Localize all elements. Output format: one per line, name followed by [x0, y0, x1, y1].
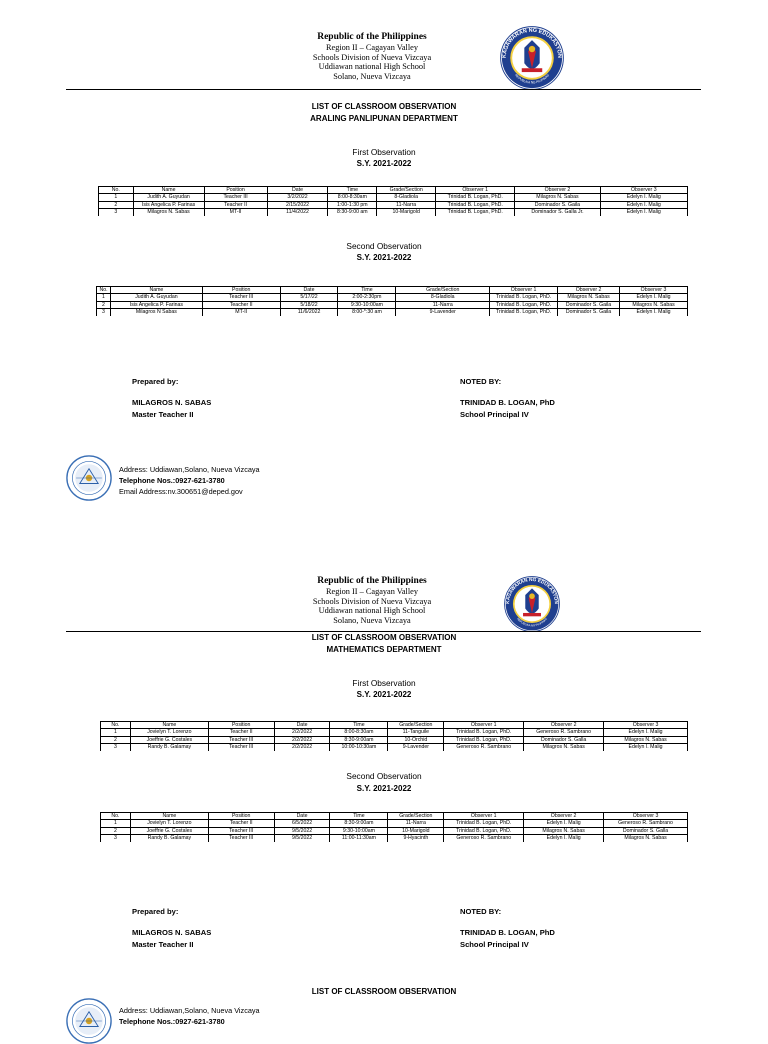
table-cell: Teacher II	[204, 201, 267, 208]
table-cell: 10-Orchid	[388, 736, 444, 743]
table-cell: 3	[101, 835, 131, 842]
footer-telephone: Telephone Nos.:0927-621-3780	[119, 476, 225, 485]
table-cell: 2/2/2022	[274, 729, 330, 736]
observation-table-s2-second	[100, 812, 688, 842]
table-cell: 2/2/2022	[274, 736, 330, 743]
footer-telephone: Telephone Nos.:0927-621-3780	[119, 1017, 225, 1026]
table-cell: 9:30-10:00am	[338, 301, 396, 308]
col-header: Observer 1	[490, 287, 558, 294]
table-cell: Joeffrie G. Costales	[130, 736, 208, 743]
table-header-row	[101, 813, 688, 820]
table-cell: Trinidad B. Logan, PhD.	[444, 827, 524, 834]
table-cell: Edelyn I. Malig	[620, 294, 688, 301]
division-line: Schools Division of Nueva Vizcaya	[312, 52, 432, 62]
school-line: Uddiawan national High School	[318, 606, 426, 615]
table-cell: Teacher III	[204, 194, 267, 201]
table-cell: 9:30-10:00am	[330, 827, 388, 834]
col-header: Grade/Section	[377, 187, 436, 194]
region-line: Region II – Cagayan Valley	[325, 587, 418, 596]
table-cell: Dominador S. Gaila	[558, 301, 620, 308]
table-cell: 1:00-1:30 pm	[328, 201, 377, 208]
table-row	[101, 835, 688, 842]
col-header: Grade/Section	[396, 287, 490, 294]
table-cell: 11/6/2022	[280, 309, 338, 316]
col-header: Time	[330, 813, 388, 820]
first-observation-sy: S.Y. 2021-2022	[356, 690, 412, 699]
table-cell: 8:30-9:00 am	[328, 209, 377, 216]
table-cell: Milagros N Sabas	[110, 309, 202, 316]
table-row	[101, 729, 688, 736]
first-observation-label: First Observation	[352, 678, 416, 688]
table-cell: 11-Tanguile	[388, 729, 444, 736]
table-cell: Trinidad B. Logan, PhD.	[444, 729, 524, 736]
table-cell: Judith A. Guyudan	[110, 294, 202, 301]
school-line: Uddiawan national High School	[318, 62, 426, 71]
republic-line: Republic of the Philippines	[317, 32, 427, 42]
table-cell: Generoso R. Sambrano	[604, 820, 688, 827]
table-cell: Randy B. Galamay	[130, 744, 208, 751]
col-header: Position	[202, 287, 280, 294]
table-cell: 9/5/2022	[274, 835, 330, 842]
table-cell: 8-Gladiola	[377, 194, 436, 201]
school-logo-icon	[66, 998, 112, 1044]
col-header: No.	[101, 722, 131, 729]
table-cell: Edelyn I. Malig	[524, 835, 604, 842]
table-cell: 8-Gladiola	[396, 294, 490, 301]
table-cell: 8:30-9:00am	[330, 736, 388, 743]
republic-line: Republic of the Philippines	[317, 576, 427, 586]
table-cell: Trinidad B. Logan, PhD.	[436, 194, 515, 201]
col-header: Observer 3	[604, 722, 688, 729]
table-cell: 10-Marigold	[388, 827, 444, 834]
table-cell: Milagros N. Sabas	[620, 301, 688, 308]
table-cell: Milagros N. Sabas	[604, 736, 688, 743]
table-cell: 10:00-10:30am	[330, 744, 388, 751]
table-cell: 11-Narra	[377, 201, 436, 208]
footer-email: Email Address:nv.300651@deped.gov	[119, 487, 243, 496]
col-header: Observer 2	[558, 287, 620, 294]
region-line: Region II – Cagayan Valley	[325, 43, 418, 52]
table-row	[99, 209, 688, 216]
table-cell: 6/5/2022	[274, 820, 330, 827]
table-cell: Generoso R. Sambrano	[524, 729, 604, 736]
section-title: LIST OF CLASSROOM OBSERVATION	[311, 633, 457, 642]
col-header: Observer 2	[524, 813, 604, 820]
table-row	[97, 301, 688, 308]
col-header: Date	[274, 722, 330, 729]
table-cell: Isis Angelica P. Farinas	[133, 201, 204, 208]
col-header: Date	[267, 187, 328, 194]
table-header-row	[97, 287, 688, 294]
table-row	[97, 294, 688, 301]
table-cell: 1	[99, 194, 134, 201]
noted-by-label: NOTED BY:	[460, 377, 502, 386]
letterhead	[0, 576, 768, 625]
table-cell: 2	[97, 301, 111, 308]
prepared-by-label: Prepared by:	[132, 377, 179, 386]
noted-by-label: NOTED BY:	[460, 907, 502, 916]
table-cell: 8:00-*:30 am	[338, 309, 396, 316]
table-cell: Trinidad B. Logan, PhD.	[444, 736, 524, 743]
table-cell: Trinidad B. Logan, PhD.	[436, 209, 515, 216]
section-title: LIST OF CLASSROOM OBSERVATION	[311, 102, 457, 111]
table-cell: MT-II	[204, 209, 267, 216]
table-cell: 2	[99, 201, 134, 208]
table-cell: 9-Lavender	[388, 744, 444, 751]
col-header: Position	[208, 722, 274, 729]
table-row	[101, 820, 688, 827]
deped-seal-icon	[500, 26, 564, 90]
table-cell: 3	[101, 744, 131, 751]
table-cell: Milagros N. Sabas	[515, 194, 600, 201]
col-header: Time	[330, 722, 388, 729]
col-header: No.	[97, 287, 111, 294]
table-cell: 8:00-8:30am	[330, 729, 388, 736]
prepared-by-title: Master Teacher II	[132, 410, 194, 419]
table-cell: 11/4/2022	[267, 209, 328, 216]
col-header: Observer 2	[515, 187, 600, 194]
footer-address: Address: Uddiawan,Solano, Nueva Vizcaya	[119, 1006, 260, 1015]
table-cell: Edelyn I. Malig	[620, 309, 688, 316]
noted-by-title: School Principal IV	[460, 940, 529, 949]
table-cell: Milagros N. Sabas	[133, 209, 204, 216]
table-cell: 11:00-11:30am	[330, 835, 388, 842]
table-cell: 8:30-9:00am	[330, 820, 388, 827]
col-header: Name	[130, 813, 208, 820]
col-header: Observer 3	[600, 187, 687, 194]
prepared-by-label: Prepared by:	[132, 907, 179, 916]
table-cell: Milagros N. Sabas	[524, 827, 604, 834]
table-cell: Jovielyn T. Lorenzo	[130, 820, 208, 827]
col-header: Name	[110, 287, 202, 294]
col-header: No.	[99, 187, 134, 194]
header-divider	[66, 89, 701, 90]
noted-by-title: School Principal IV	[460, 410, 529, 419]
table-row	[97, 309, 688, 316]
table-cell: Joeffrie G. Costales	[130, 827, 208, 834]
second-observation-sy: S.Y. 2021-2022	[356, 253, 412, 262]
letterhead	[0, 32, 768, 81]
table-cell: 1	[101, 820, 131, 827]
table-cell: Milagros N. Sabas	[524, 744, 604, 751]
table-cell: Teacher III	[202, 294, 280, 301]
table-cell: Edelyn I. Malig	[600, 201, 687, 208]
table-row	[101, 744, 688, 751]
col-header: Name	[130, 722, 208, 729]
section-title: LIST OF CLASSROOM OBSERVATION	[311, 987, 457, 996]
col-header: Observer 1	[436, 187, 515, 194]
first-observation-sy: S.Y. 2021-2022	[356, 159, 412, 168]
second-observation-sy: S.Y. 2021-2022	[356, 784, 412, 793]
table-cell: 9/5/2022	[274, 827, 330, 834]
table-cell: 2:00-2:30pm	[338, 294, 396, 301]
table-header-row	[99, 187, 688, 194]
table-cell: Teacher III	[208, 827, 274, 834]
table-cell: 2	[101, 827, 131, 834]
table-cell: 2	[101, 736, 131, 743]
table-cell: 9-Lavender	[396, 309, 490, 316]
observation-table-s1-second	[96, 286, 688, 316]
table-cell: Jovielyn T. Lorenzo	[130, 729, 208, 736]
table-cell: Edelyn I. Malig	[600, 194, 687, 201]
table-cell: 3	[97, 309, 111, 316]
department-title: MATHEMATICS DEPARTMENT	[326, 645, 442, 654]
table-cell: Isis Angelica P. Farinas	[110, 301, 202, 308]
table-row	[101, 736, 688, 743]
col-header: Observer 3	[620, 287, 688, 294]
table-cell: 3/2/2022	[267, 194, 328, 201]
table-cell: Edelyn I. Malig	[524, 820, 604, 827]
school-logo-icon	[66, 455, 112, 501]
table-cell: Teacher II	[208, 729, 274, 736]
location-line: Solano, Nueva Vizcaya	[333, 615, 411, 625]
deped-seal-icon	[504, 576, 560, 632]
footer-address: Address: Uddiawan,Solano, Nueva Vizcaya	[119, 465, 260, 474]
prepared-by-name: MILAGROS N. SABAS	[132, 398, 212, 407]
observation-table-s2-first	[100, 721, 688, 751]
second-observation-label: Second Observation	[346, 241, 422, 251]
table-cell: Dominador S. Galla	[604, 827, 688, 834]
col-header: Grade/Section	[388, 722, 444, 729]
col-header: Name	[133, 187, 204, 194]
table-cell: Teacher III	[208, 835, 274, 842]
table-cell: 2/2/2022	[274, 744, 330, 751]
division-line: Schools Division of Nueva Vizcaya	[312, 596, 432, 606]
table-cell: Trinidad B. Logan, PhD.	[490, 309, 558, 316]
table-cell: 10-Marigold	[377, 209, 436, 216]
table-cell: Dominador S. Galla Jr.	[515, 209, 600, 216]
col-header: Observer 3	[604, 813, 688, 820]
table-cell: 3	[99, 209, 134, 216]
col-header: Time	[328, 187, 377, 194]
table-cell: Teacher III	[208, 744, 274, 751]
table-cell: Randy B. Galamay	[130, 835, 208, 842]
first-observation-label: First Observation	[352, 147, 416, 157]
col-header: Observer 2	[524, 722, 604, 729]
table-cell: 5/18/22	[280, 301, 338, 308]
table-cell: Trinidad B. Logan, PhD.	[444, 820, 524, 827]
table-cell: Edelyn I. Malig	[604, 744, 688, 751]
table-cell: Teacher III	[208, 736, 274, 743]
noted-by-name: TRINIDAD B. LOGAN, PhD	[460, 928, 555, 937]
table-cell: Generoso R. Sambrano	[444, 835, 524, 842]
table-cell: Teacher II	[208, 820, 274, 827]
department-title: ARALING PANLIPUNAN DEPARTMENT	[310, 114, 458, 123]
table-cell: Dominador S. Gaila	[515, 201, 600, 208]
col-header: No.	[101, 813, 131, 820]
prepared-by-name: MILAGROS N. SABAS	[132, 928, 212, 937]
table-cell: 11-Narra	[388, 820, 444, 827]
table-cell: Dominador S. Galla	[524, 736, 604, 743]
col-header: Position	[208, 813, 274, 820]
noted-by-name: TRINIDAD B. LOGAN, PhD	[460, 398, 555, 407]
table-cell: Trinidad B. Logan, PhD.	[436, 201, 515, 208]
table-row	[99, 194, 688, 201]
table-cell: 1	[97, 294, 111, 301]
table-header-row	[101, 722, 688, 729]
table-cell: Milagros N. Sabas	[604, 835, 688, 842]
col-header: Time	[338, 287, 396, 294]
col-header: Date	[274, 813, 330, 820]
location-line: Solano, Nueva Vizcaya	[333, 71, 411, 81]
table-cell: 1	[101, 729, 131, 736]
table-row	[99, 201, 688, 208]
col-header: Position	[204, 187, 267, 194]
col-header: Observer 1	[444, 722, 524, 729]
table-cell: 5/17/22	[280, 294, 338, 301]
table-row	[101, 827, 688, 834]
col-header: Grade/Section	[388, 813, 444, 820]
table-cell: Trinidad B. Logan, PhD.	[490, 294, 558, 301]
observation-table-s1-first	[98, 186, 688, 216]
table-cell: 8:00-8:30am	[328, 194, 377, 201]
table-cell: Generoso R. Sambrano	[444, 744, 524, 751]
col-header: Date	[280, 287, 338, 294]
table-cell: Edelyn I. Malig	[604, 729, 688, 736]
table-cell: Judith A. Guyudan	[133, 194, 204, 201]
second-observation-label: Second Observation	[346, 771, 422, 781]
table-cell: Edelyn I. Malig	[600, 209, 687, 216]
table-cell: Milagros N. Sabas	[558, 294, 620, 301]
table-cell: 2/15/2022	[267, 201, 328, 208]
table-cell: Trinidad B. Logan, PhD.	[490, 301, 558, 308]
table-cell: Dominador S. Gaila	[558, 309, 620, 316]
prepared-by-title: Master Teacher II	[132, 940, 194, 949]
table-cell: 11-Narra	[396, 301, 490, 308]
table-cell: Teacher II	[202, 301, 280, 308]
col-header: Observer 1	[444, 813, 524, 820]
table-cell: 9-Hyacinth	[388, 835, 444, 842]
table-cell: MT-II	[202, 309, 280, 316]
